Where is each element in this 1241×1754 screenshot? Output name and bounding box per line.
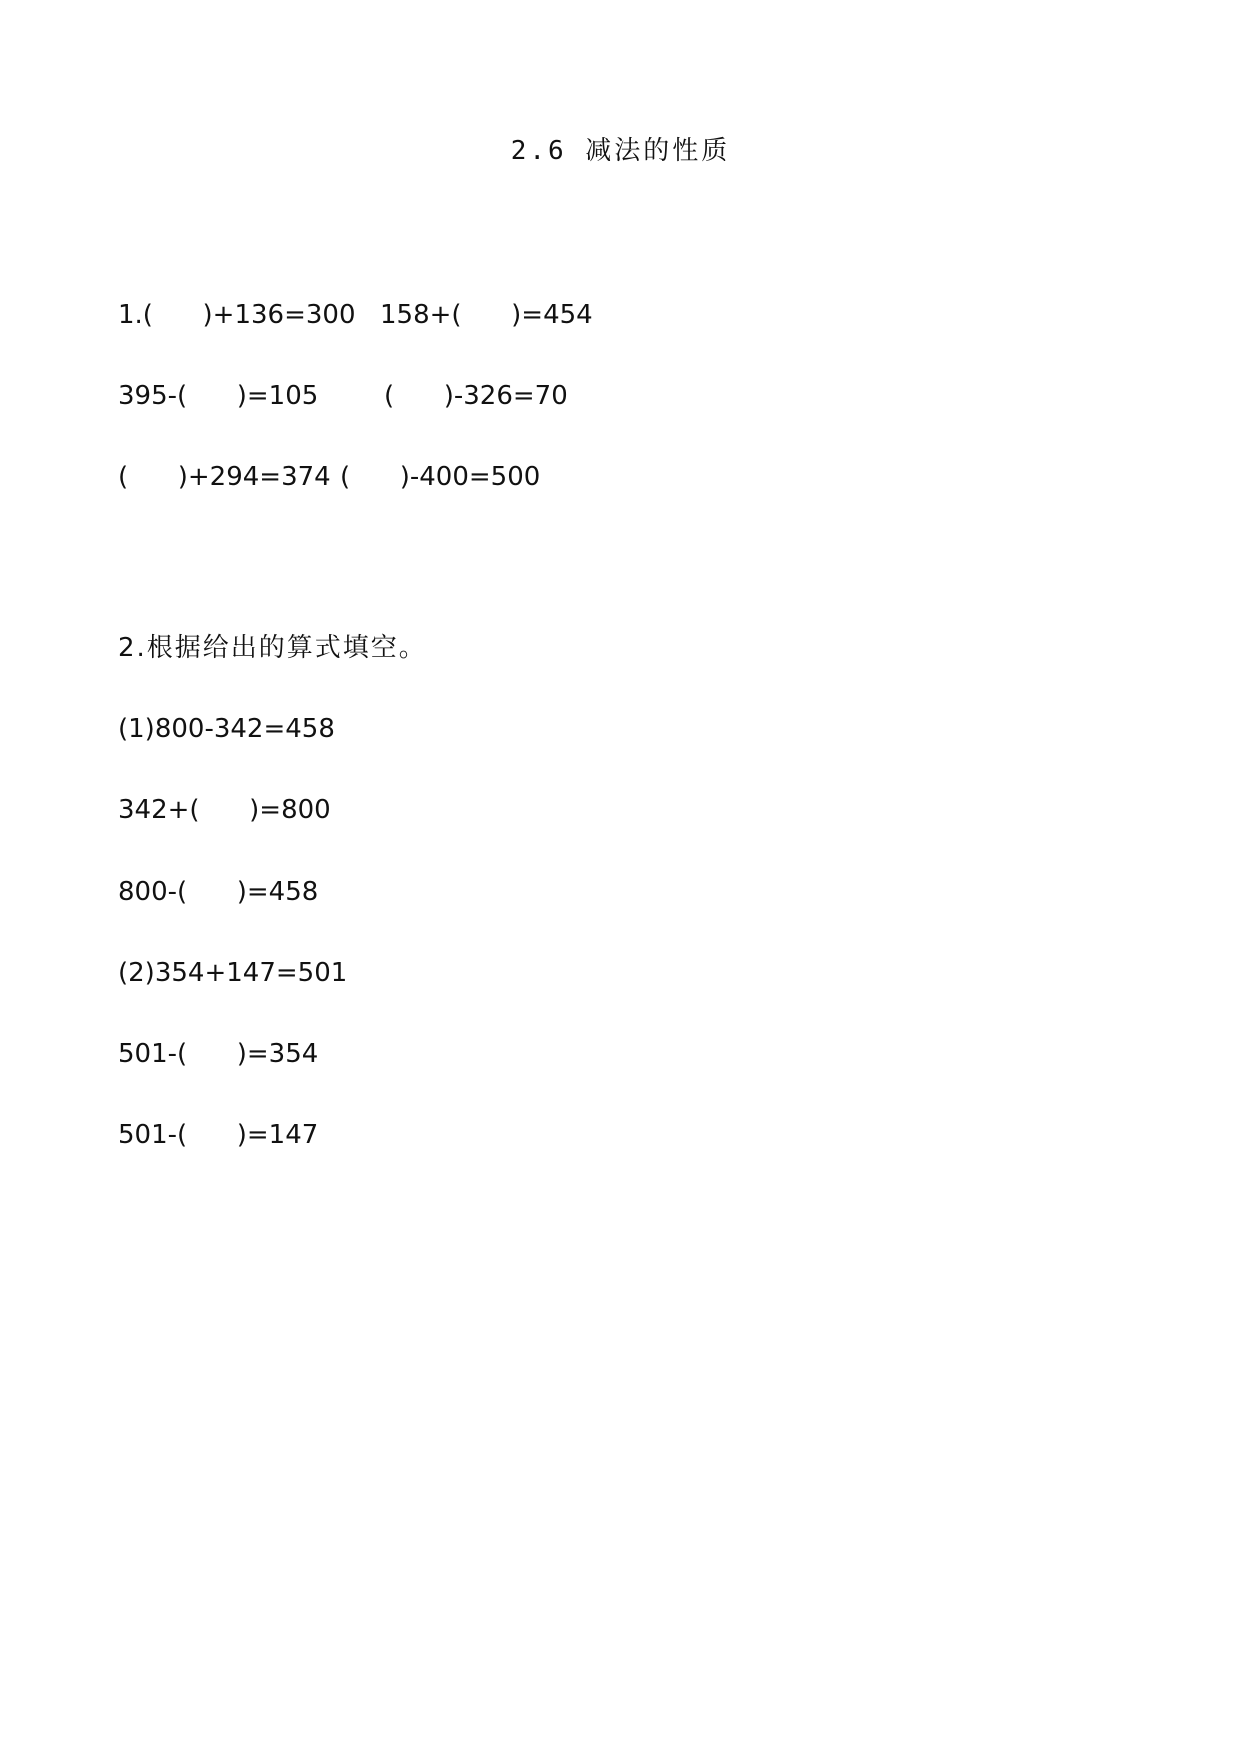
q2-part-1-equation-2: 800-( )=458 (118, 877, 319, 907)
q2-part-2-given: (2)354+147=501 (118, 958, 348, 988)
q1-row-3 (118, 460, 541, 596)
q2-heading: 2.根据给出的算式填空。 (118, 633, 427, 663)
q1-row-2-equation-1: 395-( )=105 (118, 381, 319, 411)
page-title: 2.6 减法的性质 (510, 136, 731, 166)
q1-row-1-equation-1: 1.( )+136=300 (118, 300, 356, 330)
q1-row-1-equation-2: 158+( )=454 (380, 300, 593, 330)
q1-row-2-equation-2: ( )-326=70 (384, 381, 568, 411)
q1-row-3-equation-2: ( )-400=500 (340, 462, 541, 492)
q2-part-2-equation-2: 501-( )=147 (118, 1120, 319, 1150)
q2-part-1-given: (1)800-342=458 (118, 714, 335, 744)
q1-row-3-equation-1: ( )+294=374 (118, 462, 331, 492)
q2-part-2-equation-1: 501-( )=354 (118, 1039, 319, 1069)
q2-part-1-equation-1: 342+( )=800 (118, 795, 331, 825)
